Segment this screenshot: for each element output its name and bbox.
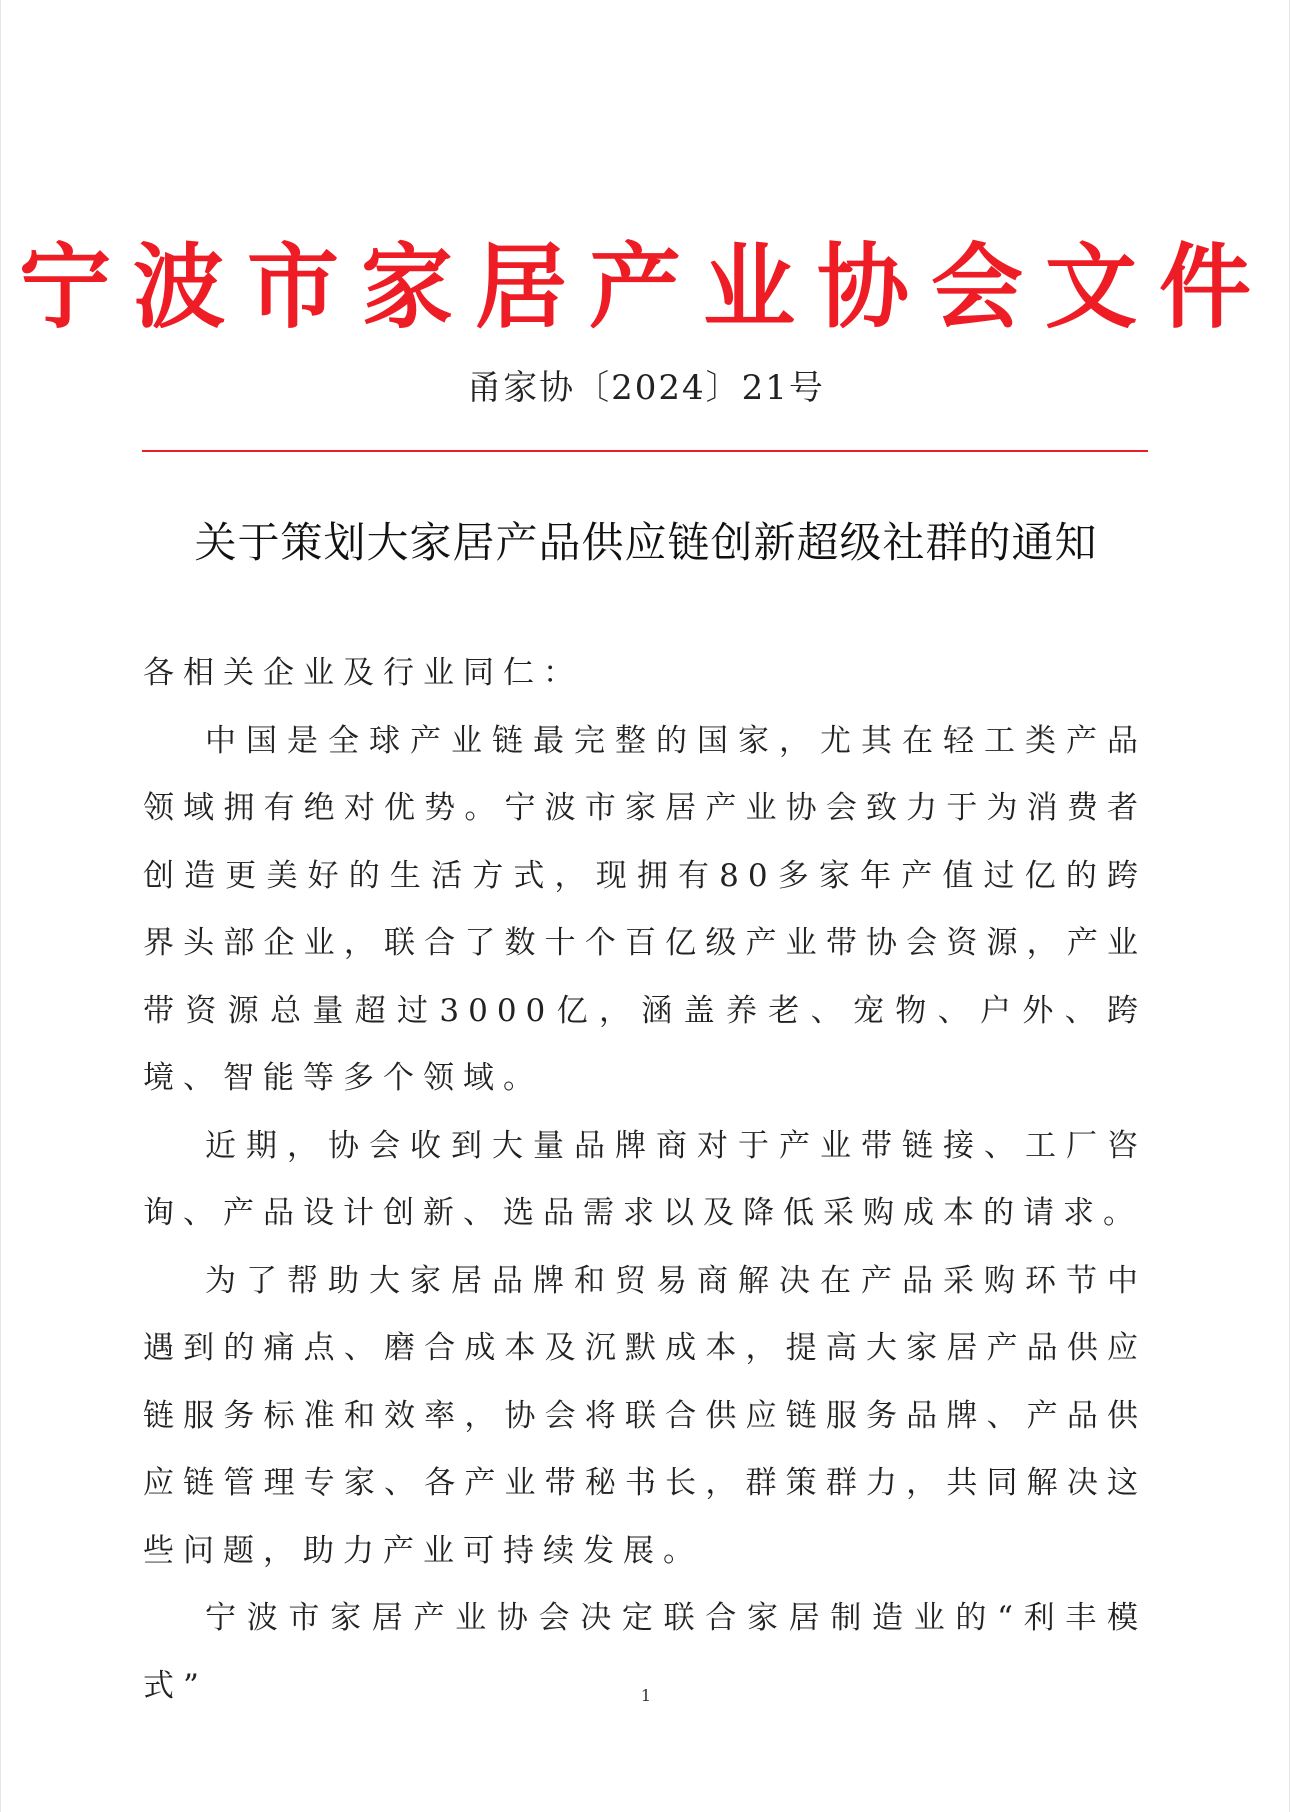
paragraph-3: 为了帮助大家居品牌和贸易商解决在产品采购环节中遇到的痛点、磨合成本及沉默成本，提高大家居产品供应链服务标准和效率，协会将联合供应链服务品牌、产品供应链管理专家、各产业带秘书长，群策群力，共同解决这些问题，助力产业可持续发展。 xyxy=(143,1262,1147,1569)
masthead-title: 宁波市家居产业协会文件 xyxy=(18,234,1273,341)
document-number: 甬家协〔2024〕21号 xyxy=(467,368,825,408)
notice-title: 关于策划大家居产品供应链创新超级社群的通知 xyxy=(194,518,1098,567)
page-number: 1 xyxy=(640,1686,652,1705)
red-divider xyxy=(142,450,1148,452)
body-text xyxy=(143,640,1147,1720)
salutation: 各相关企业及行业同仁： xyxy=(143,655,583,691)
paragraph-2: 近期，协会收到大量品牌商对于产业带链接、工厂咨询、产品设计创新、选品需求以及降低采购成本的请求。 xyxy=(143,1127,1147,1231)
paragraph-4: 宁波市家居产业协会决定联合家居制造业的“利丰模式” xyxy=(143,1600,1147,1704)
paragraph-1: 中国是全球产业链最完整的国家，尤其在轻工类产品领域拥有绝对优势。宁波市家居产业协会致力于为消费者创造更美好的生活方式，现拥有80多家年产值过亿的跨界头部企业，联合了数十个百亿级产业带协会资源，产业带资源总量超过3000亿，涵盖养老、宠物、户外、跨境、智能等多个领域。 xyxy=(143,722,1147,1096)
